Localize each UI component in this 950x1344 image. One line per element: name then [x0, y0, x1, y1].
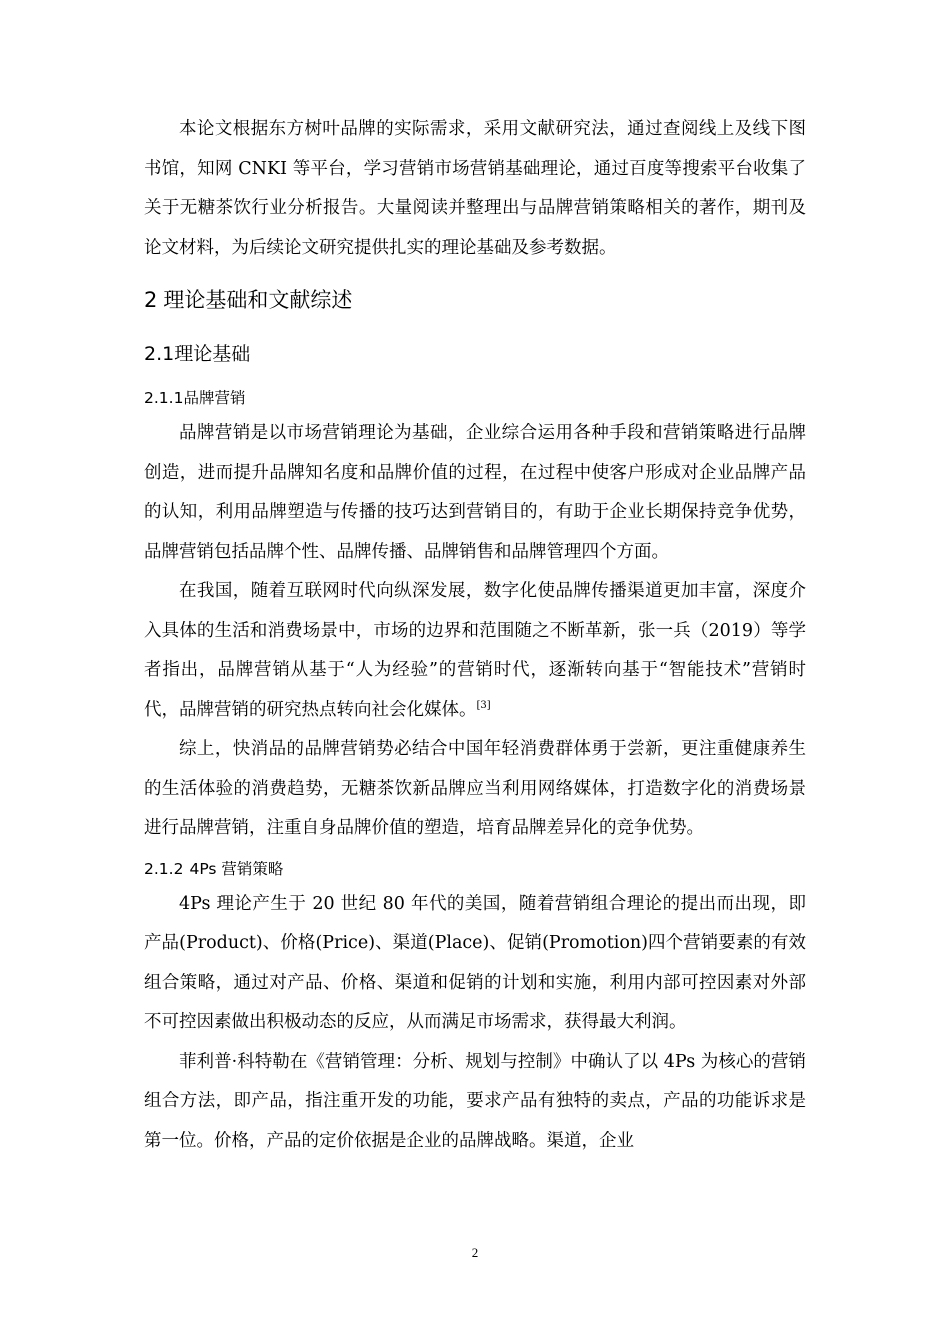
chapter-heading: [144, 282, 806, 318]
chapter-number: 2: [144, 288, 158, 312]
brand-marketing-paragraph: 综上，快消品的品牌营销势必结合中国年轻消费群体勇于尝新，更注重健康养生的生活体验的消费趋势，无糖茶饮新品牌应当利用网络媒体，打造数字化的消费场景进行品牌营销，注重自身品牌价值的塑造，培育品牌差异化的竞争优势。: [144, 739, 806, 838]
section-number: 2.1: [144, 343, 175, 365]
citation-marker: [3]: [476, 699, 491, 711]
page-content: [144, 110, 806, 1161]
page-number: 2: [471, 1245, 479, 1260]
chapter-title: 理论基础和文献综述: [163, 288, 353, 312]
4ps-paragraph: 4Ps 理论产生于 20 世纪 80 年代的美国，随着营销组合理论的提出而出现，即产品(Product)、价格(Price)、渠道(Place)、促销(Promotion)四个营销要素的有效组合策略，通过对产品、价格、渠道和促销的计划和实施，利用内部可控因素对外部不可控因素做出积极动态的反应，从而满足市场需求，获得最大利润。: [144, 893, 806, 1032]
subsection-title: 4Ps 营销策略: [189, 859, 284, 878]
section-title: 理论基础: [174, 343, 251, 365]
subsection-number: 2.1.1: [144, 389, 184, 407]
subsection-title: 品牌营销: [183, 389, 246, 407]
subsection-heading-brand-marketing: [144, 384, 806, 412]
section-heading: [144, 338, 806, 370]
brand-marketing-paragraph: [144, 572, 806, 730]
subsection-heading-4ps: [144, 855, 806, 883]
subsection-number: 2.1.2: [144, 859, 184, 878]
intro-paragraph: 本论文根据东方树叶品牌的实际需求，采用文献研究法，通过查阅线上及线下图书馆，知网 CNKI 等平台，学习营销市场营销基础理论，通过百度等搜索平台收集了关于无糖茶饮行业分析报告。大量阅读并整理出与品牌营销策略相关的著作，期刊及论文材料，为后续论文研究提供扎实的理论基础及参考数据。: [144, 119, 806, 258]
4ps-paragraph: 菲利普·科特勒在《营销管理：分析、规划与控制》中确认了以 4Ps 为核心的营销组合方法，即产品，指注重开发的功能，要求产品有独特的卖点，产品的功能诉求是第一位。价格，产品的定价依据是企业的品牌战略。渠道，企业: [144, 1051, 806, 1151]
paragraph-text: 在我国，随着互联网时代向纵深发展，数字化使品牌传播渠道更加丰富，深度介入具体的生活和消费场景中，市场的边界和范围随之不断革新，张一兵（2019）等学者指出，品牌营销从基于“人为经验”的营销时代，逐渐转向基于“智能技术”营销时代，品牌营销的研究热点转向社会化媒体。: [144, 581, 806, 720]
brand-marketing-paragraph: 品牌营销是以市场营销理论为基础，企业综合运用各种手段和营销策略进行品牌创造，进而提升品牌知名度和品牌价值的过程，在过程中使客户形成对企业品牌产品的认知，利用品牌塑造与传播的技巧达到营销目的，有助于企业长期保持竞争优势，品牌营销包括品牌个性、品牌传播、品牌销售和品牌管理四个方面。: [144, 423, 806, 562]
